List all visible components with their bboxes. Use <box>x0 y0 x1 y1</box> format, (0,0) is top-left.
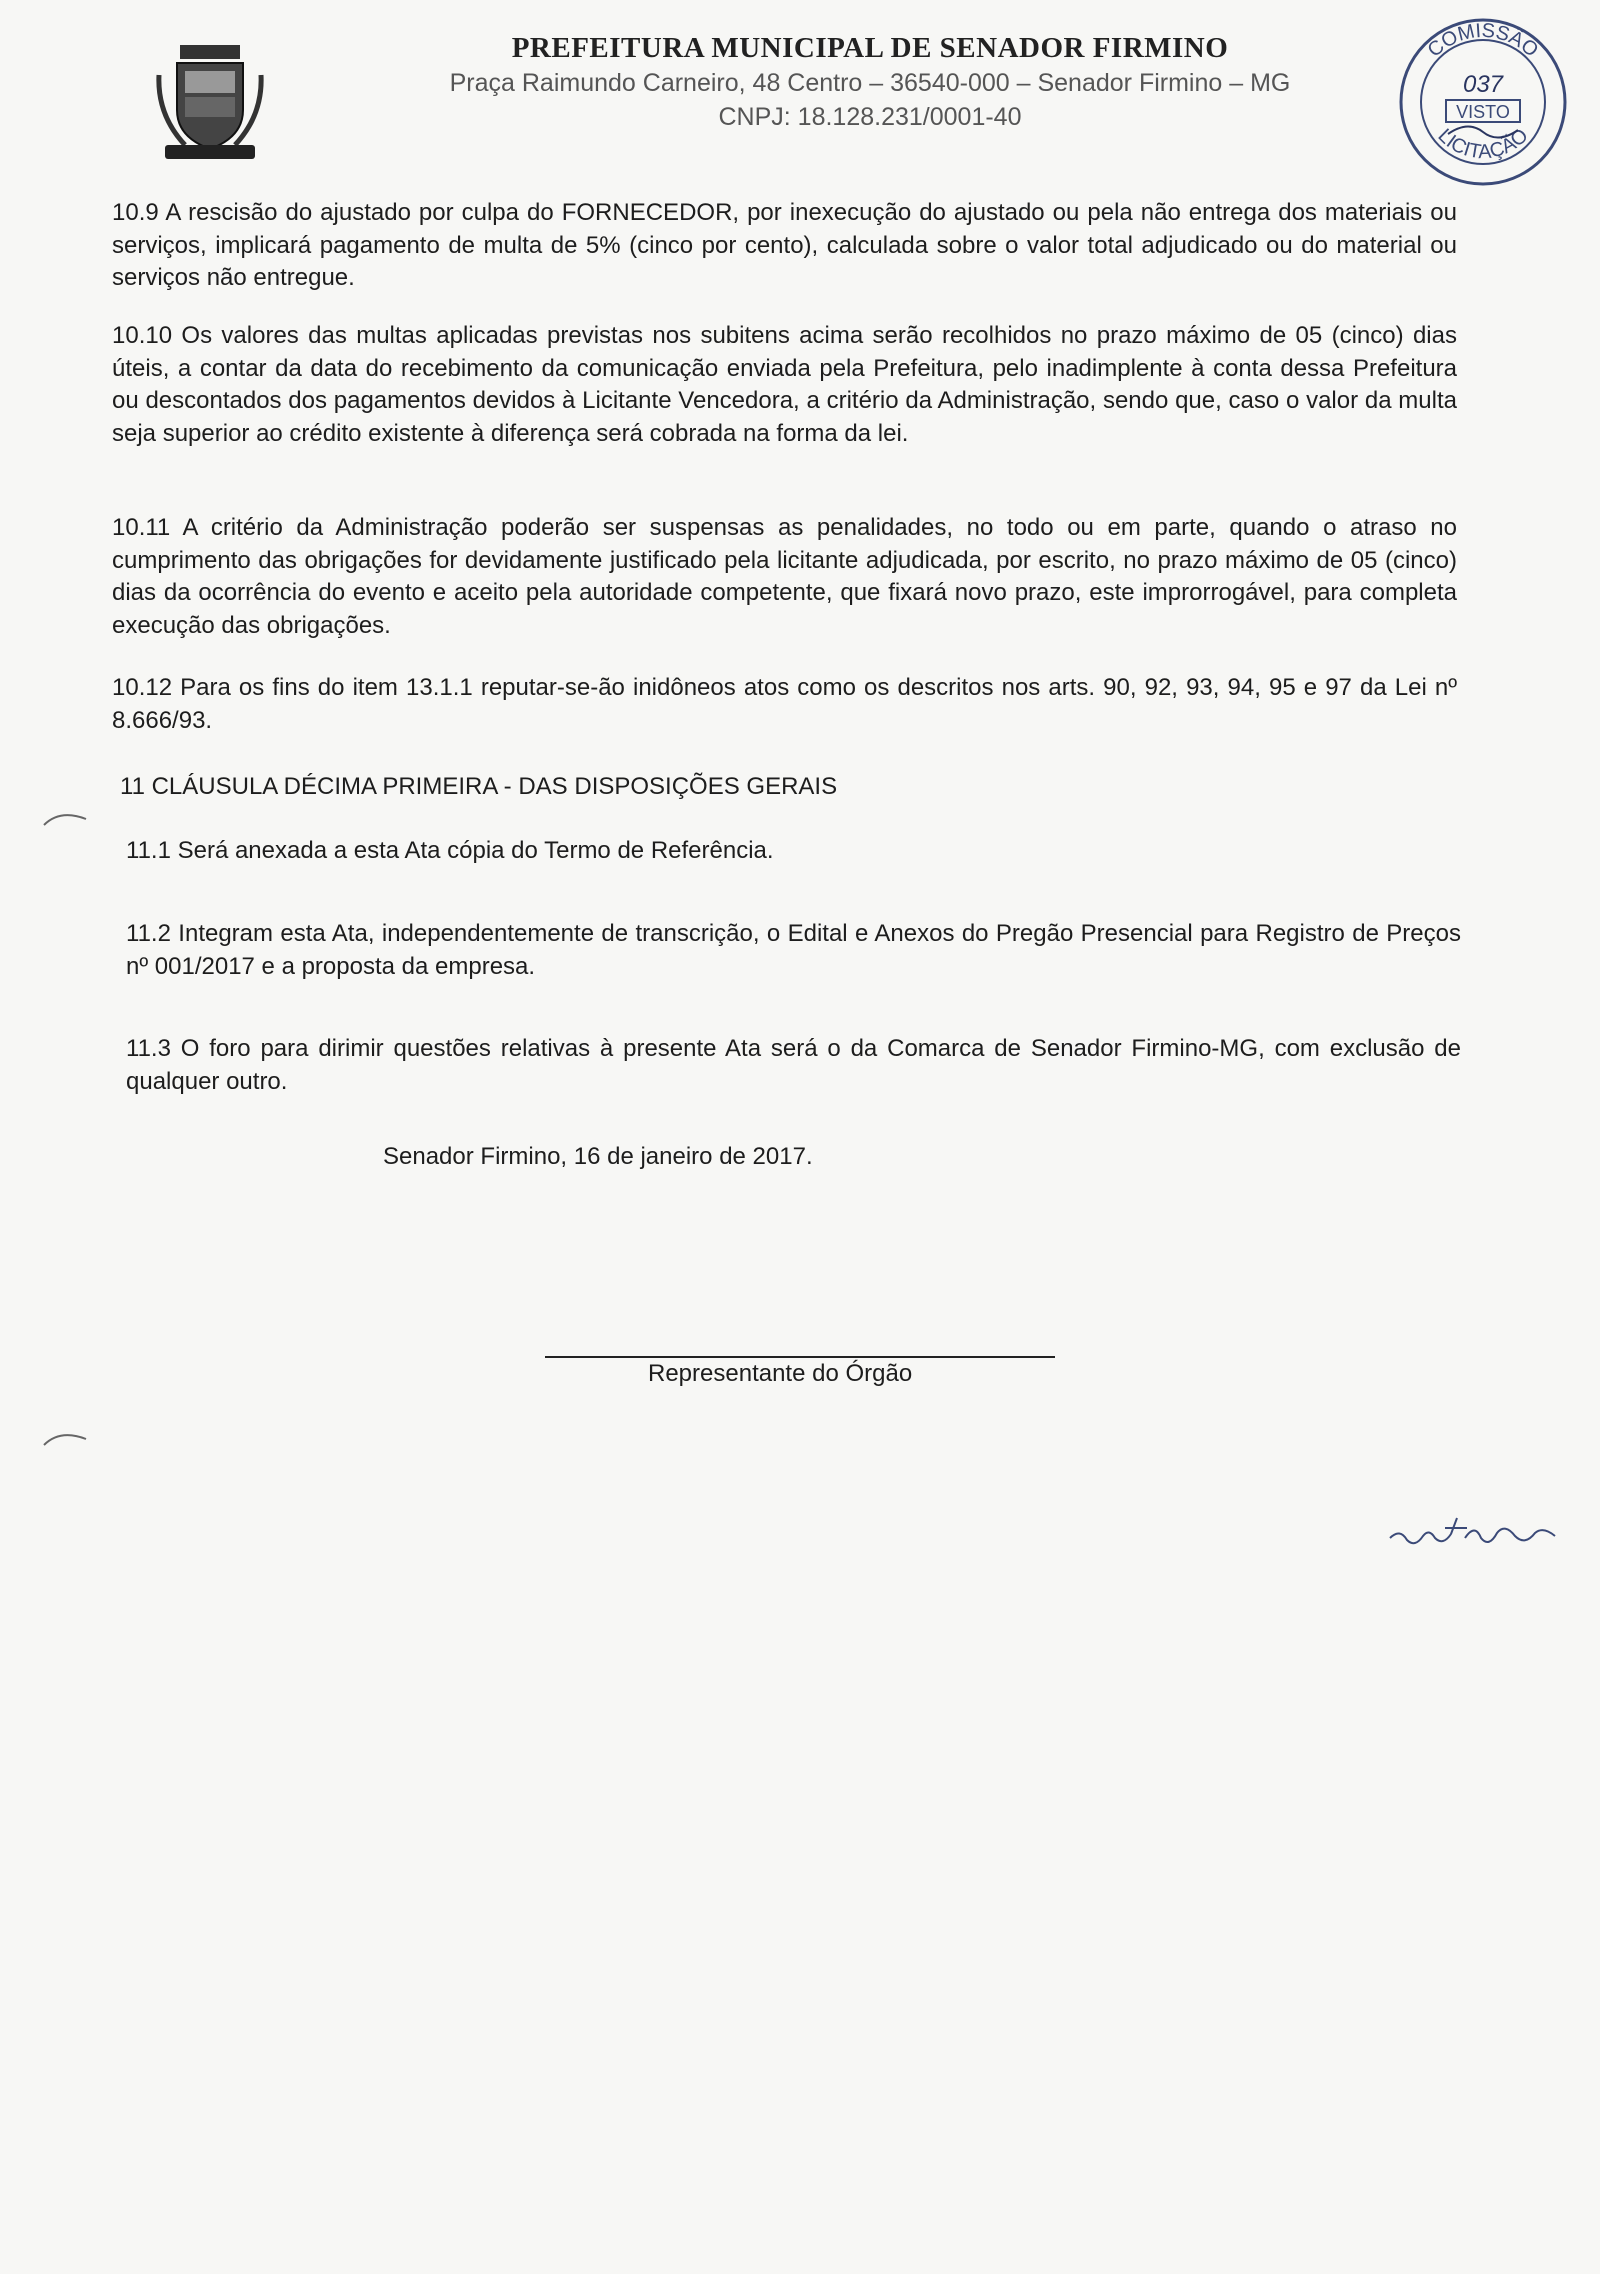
municipal-crest-logo <box>155 45 265 165</box>
signature-line <box>545 1356 1055 1358</box>
margin-punch-mark <box>40 1425 90 1455</box>
letterhead-address: Praça Raimundo Carneiro, 48 Centro – 36540-000 – Senador Firmino – MG <box>449 69 1291 97</box>
clause-11-2: 11.2 Integram esta Ata, independentemente de transcrição, o Edital e Anexos do Pregão Presencial para Registro de Preços nº 001/2017 e a proposta da empresa. <box>126 920 1461 980</box>
clause-10-12: 10.12 Para os fins do item 13.1.1 reputar-se-ão inidôneos atos como os descritos nos arts. 90, 92, 93, 94, 95 e 97 da Lei nº 8.666/93. <box>112 674 1457 734</box>
clause-11-1: 11.1 Será anexada a esta Ata cópia do Termo de Referência. <box>126 837 774 864</box>
svg-text:COMISSÃO: COMISSÃO <box>1423 19 1543 62</box>
margin-punch-mark <box>40 805 90 835</box>
svg-text:LICITAÇÃO: LICITAÇÃO <box>1433 124 1533 164</box>
clause-10-9: 10.9 A rescisão do ajustado por culpa do FORNECEDOR, por inexecução do ajustado ou pela não entrega dos materiais ou serviços, implicará pagamento de multa de 5% (cinco por cento), calculada sobre o valor total adjudicado ou do material ou serviços não entregue. <box>112 199 1457 291</box>
commission-stamp <box>1388 12 1578 187</box>
clause-11-3: 11.3 O foro para dirimir questões relativas à presente Ata será o da Comarca de Senador Firmino-MG, com exclusão de qualquer outro. <box>126 1035 1461 1095</box>
handwritten-initials <box>1385 1498 1565 1558</box>
date-line: Senador Firmino, 16 de janeiro de 2017. <box>383 1143 813 1170</box>
clause-10-11: 10.11 A critério da Administração poderão ser suspensas as penalidades, no todo ou em parte, quando o atraso no cumprimento das obrigações for devidamente justificado pela licitante adjudicada, por escrito, no prazo máximo de 05 (cinco) dias da ocorrência do evento e aceito pela autoridade competente, que fixará novo prazo, este improrrogável, para completa execução das obrigações. <box>112 514 1457 639</box>
svg-text:037: 037 <box>1462 71 1504 98</box>
letterhead <box>370 30 1370 134</box>
svg-text:VISTO: VISTO <box>1456 102 1510 122</box>
clause-10-10: 10.10 Os valores das multas aplicadas previstas nos subitens acima serão recolhidos no prazo máximo de 05 (cinco) dias úteis, a contar da data do recebimento da comunicação enviada pela Prefeitura, pelo inadimplente à conta dessa Prefeitura ou descontados dos pagamentos devidos à Licitante Vencedora, a critério da Administração, sendo que, caso o valor da multa seja superior ao crédito existente à diferença será cobrada na forma da lei. <box>112 322 1457 447</box>
section-11-heading: 11 CLÁUSULA DÉCIMA PRIMEIRA - DAS DISPOSIÇÕES GERAIS <box>120 773 838 800</box>
letterhead-cnpj: CNPJ: 18.128.231/0001-40 <box>718 103 1022 131</box>
signature-label: Representante do Órgão <box>648 1360 913 1387</box>
letterhead-title: PREFEITURA MUNICIPAL DE SENADOR FIRMINO <box>511 32 1229 64</box>
